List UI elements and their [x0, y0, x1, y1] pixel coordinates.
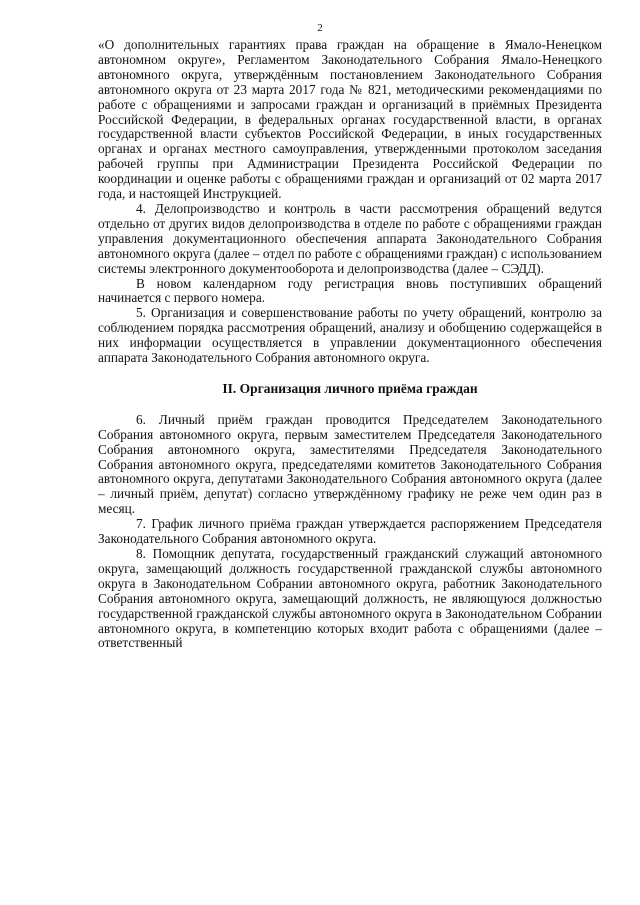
- paragraph-4: 4. Делопроизводство и контроль в части рассмотрения обращений ведутся отдельно от других видов делопроизводства в отделе по работе с обращениями граждан управления документационного обеспечения аппарата Законодательного Собрания автономного округа (далее – отдел по работе с обращениями граждан) с использованием системы электронного документооборота и делопроизводства (далее – СЭДД).: [98, 200, 602, 276]
- section-heading: II. Организация личного приёма граждан: [222, 380, 478, 396]
- page-number: 2: [317, 22, 323, 34]
- paragraph-8: 8. Помощник депутата, государственный гражданский служащий автономного округа, замещающий должность государственной гражданской службы автономного округа в Законодательном Собрании автономного округа, работник Законодательного Собрания автономного округа, замещающий должность, не являющуюся должностью государственной гражданской службы автономного округа в Законодательном Собрании автономного округа, в компетенцию которых входит работа с обращениями (далее – ответственный: [98, 546, 602, 651]
- paragraph-4-note: В новом календарном году регистрация вновь поступивших обращений начинается с первого номера.: [98, 275, 602, 306]
- document-body: [98, 38, 602, 651]
- paragraph-6: 6. Личный приём граждан проводится Председателем Законодательного Собрания автономного округа, первым заместителем Председателя Законодательного Собрания автономного округа, заместителями Председателя Законодательного Собрания автономного округа, председателями комитетов Законодательного Собрания автономного округа, депутатами Законодательного Собрания автономного округа (далее – личный приём, депутат) согласно утверждённому графику не реже чем один раз в месяц.: [98, 411, 602, 517]
- paragraph-7: 7. График личного приёма граждан утверждается распоряжением Председателя Законодательного Собрания автономного округа.: [98, 516, 602, 547]
- paragraph-continuation: «О дополнительных гарантиях права граждан на обращение в Ямало-Ненецком автономном округе», Регламентом Законодательного Собрания Ямало-Ненецкого автономного округа, утверждённым постановлением Законодательного Собрания автономного округа от 23 марта 2017 года № 821, методическими рекомендациями по работе с обращениями и запросами граждан и организаций в приёмных Президента Российской Федерации, в федеральных органах государственной власти, в органах государственной власти субъектов Российской Федерации, в иных государственных органах и органах местного самоуправления, утвержденными протоколом заседания рабочей группы при Администрации Президента Российской Федерации по координации и оценке работы с обращениями граждан и организаций от 02 марта 2017 года, и настоящей Инструкцией.: [98, 37, 602, 202]
- paragraph-5: 5. Организация и совершенствование работы по учету обращений, контролю за соблюдением порядка рассмотрения обращений, анализу и обобщению содержащейся в них информации осуществляется в управлении документационного обеспечения аппарата Законодательного Собрания автономного округа.: [98, 305, 602, 366]
